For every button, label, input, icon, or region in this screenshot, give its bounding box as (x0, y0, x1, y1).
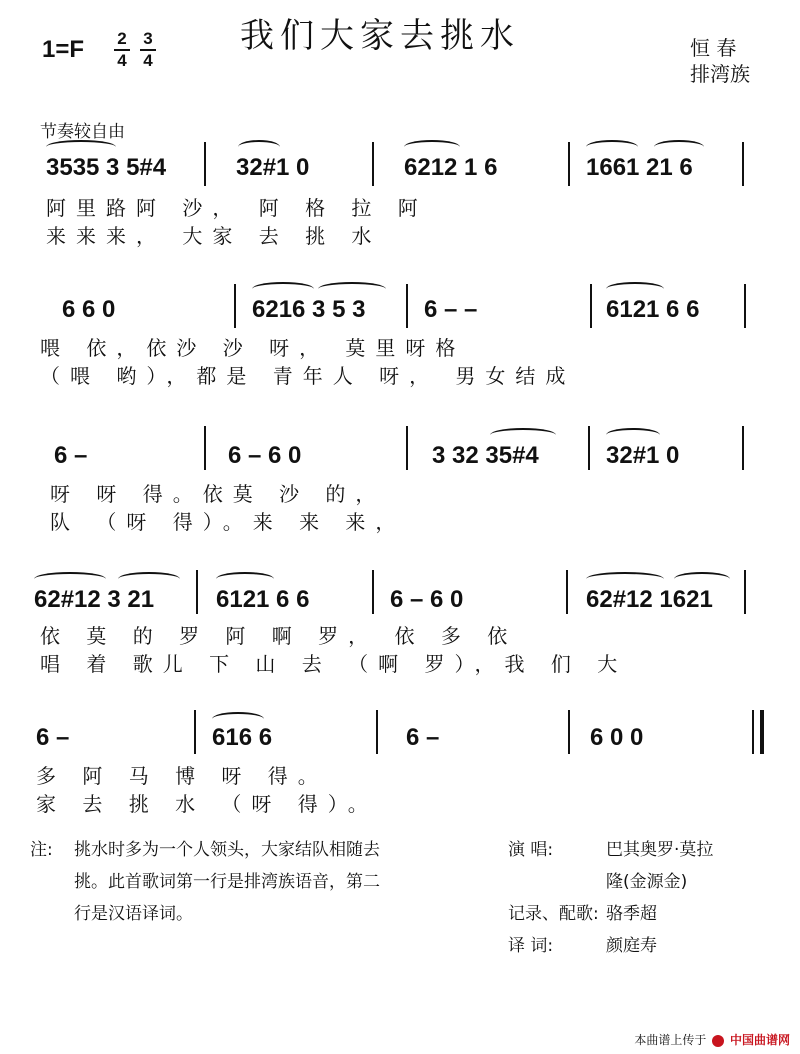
time-signature-2-4 (114, 30, 130, 70)
measure: 616 6 (212, 724, 273, 751)
credit-value-singer: 巴其奥罗·莫拉 (606, 840, 714, 860)
lyrics-line-2: 来来来， 大家 去 挑 水 (46, 224, 382, 248)
key-signature: 1=F (42, 36, 85, 63)
measure: 32#1 0 (236, 154, 310, 181)
measure: 6 6 0 (62, 296, 116, 323)
measure: 1661 21 6 (586, 154, 693, 181)
measure: 3 32 35#4 (432, 442, 539, 469)
measure: 6 – – (424, 296, 478, 323)
lyrics-line-1: 阿里路阿 沙， 阿 格 拉 阿 (46, 196, 428, 220)
measure: 62#12 1621 (586, 586, 713, 613)
lyrics-line-1: 依 莫 的 罗 阿 啊 罗， 依 多 依 (40, 624, 518, 648)
credit-label-recorder: 记录、配歌: (508, 904, 599, 924)
site-logo-icon (712, 1035, 724, 1047)
time-sig-bottom: 4 (143, 51, 153, 70)
measure: 6 – (54, 442, 88, 469)
credit-value-recorder: 骆季超 (606, 904, 657, 924)
lyrics-line-1: 呀 呀 得。依莫 沙 的， (50, 482, 386, 506)
measure: 6 – 6 0 (390, 586, 464, 613)
measure: 3535 3 5#4 (46, 154, 167, 181)
lyrics-line-1: 喂 依，依沙 沙 呀， 莫里呀格 (40, 336, 466, 360)
lyrics-line-2: 唱 着 歌儿 下 山 去 （啊 罗），我 们 大 (40, 652, 628, 676)
credit-label-translator: 译 词: (508, 936, 554, 956)
lyrics-line-1: 多 阿 马 博 呀 得。 (36, 764, 328, 788)
site-watermark (634, 1031, 790, 1048)
region-credit: 恒 春 (690, 36, 737, 60)
tempo-marking: 节奏较自由 (40, 122, 125, 142)
measure: 6121 6 6 (606, 296, 700, 323)
measure: 32#1 0 (606, 442, 680, 469)
lyrics-line-2: （喂 哟），都是 青年人 呀， 男女结成 (40, 364, 576, 388)
time-sig-bottom: 4 (117, 51, 127, 70)
watermark-text: 本曲谱上传于 (634, 1033, 707, 1047)
measure: 6212 1 6 (404, 154, 498, 181)
song-title: 我们大家去挑水 (240, 16, 520, 56)
time-sig-top: 2 (117, 29, 127, 48)
note-line-3: 行是汉语译词。 (74, 904, 193, 924)
time-signature-3-4 (140, 30, 156, 70)
measure: 62#12 3 21 (34, 586, 155, 613)
note-line-1: 挑水时多为一个人领头，大家结队相随去 (74, 840, 380, 860)
measure: 6 – (406, 724, 440, 751)
lyrics-line-2: 队 （呀 得）。来 来 来， (50, 510, 406, 534)
measure: 6216 3 5 3 (252, 296, 366, 323)
measure: 6 – (36, 724, 70, 751)
note-line-2: 挑。此首歌词第一行是排湾族语音，第二 (74, 872, 380, 892)
note-label: 注: (30, 840, 53, 860)
ethnic-credit: 排湾族 (690, 62, 750, 86)
credit-value-translator: 颜庭寿 (606, 936, 657, 956)
time-sig-top: 3 (143, 29, 153, 48)
lyrics-line-2: 家 去 挑 水 （呀 得）。 (36, 792, 378, 816)
watermark-brand: 中国曲谱网 (729, 1033, 790, 1047)
measure: 6 – 6 0 (228, 442, 302, 469)
credit-value-singer-cont: 隆(金源金) (606, 872, 688, 892)
measure: 6 0 0 (590, 724, 644, 751)
measure: 6121 6 6 (216, 586, 310, 613)
credit-label-singer: 演 唱: (508, 840, 554, 860)
